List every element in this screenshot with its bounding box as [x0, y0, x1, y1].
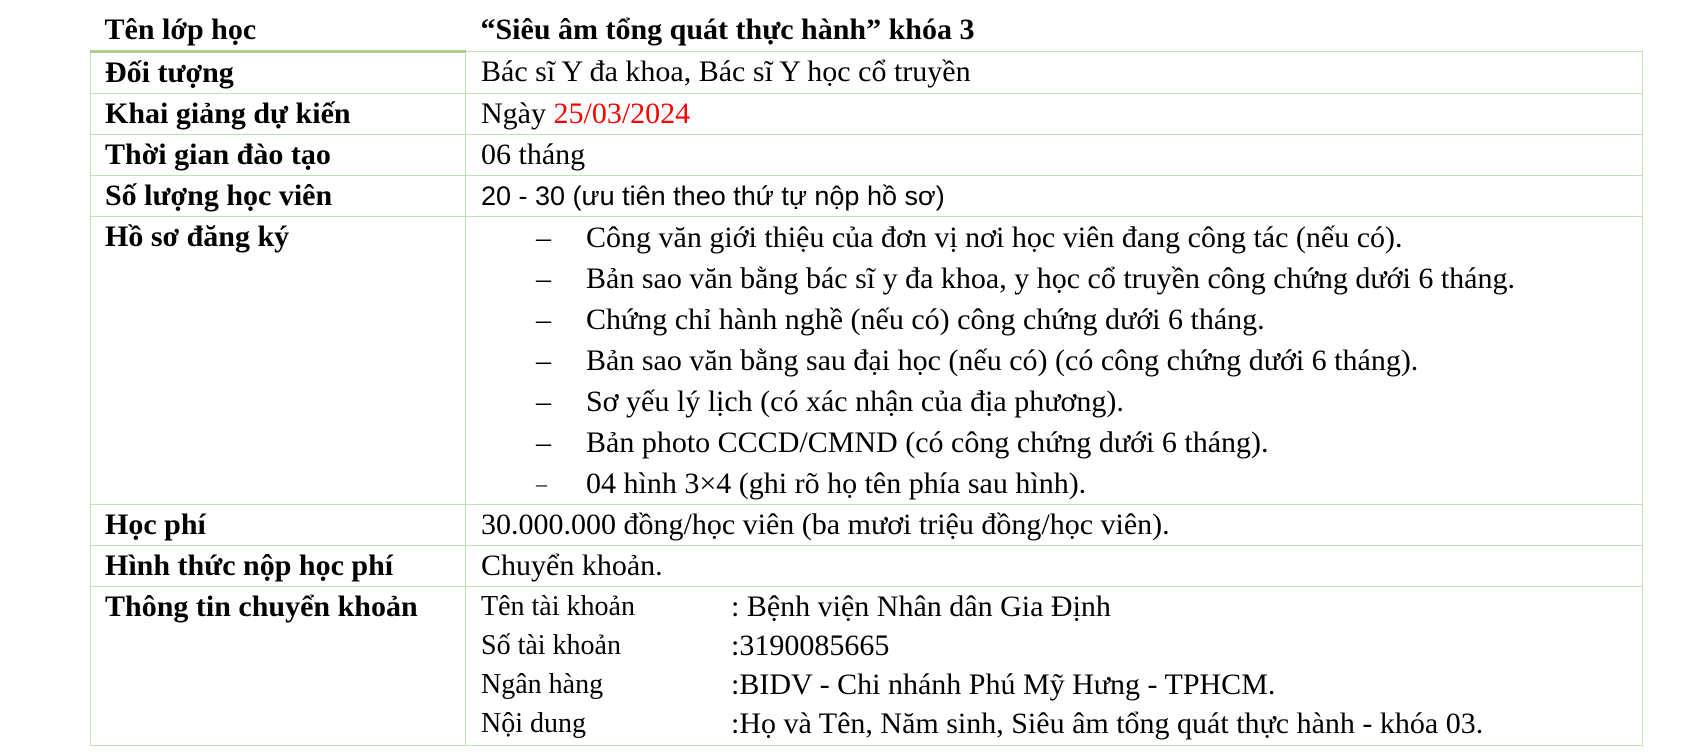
document-item: [536, 258, 1642, 299]
label-payment-method: Hình thức nộp học phí: [91, 546, 466, 587]
bullet-dash: –: [536, 221, 551, 254]
bullet-dash: –: [536, 471, 547, 496]
bank-value: : Bệnh viện Nhân dân Gia Định: [731, 590, 1111, 623]
bank-details: [481, 587, 1483, 743]
bullet-dash: –: [536, 262, 551, 295]
document-item: [536, 422, 1642, 463]
opening-date: 25/03/2024: [553, 97, 691, 130]
opening-prefix: Ngày: [481, 97, 554, 130]
course-info-table: [90, 10, 1643, 746]
bank-row: [481, 704, 1483, 743]
document-item: [536, 299, 1642, 340]
label-transfer-info: Thông tin chuyển khoản: [91, 587, 466, 746]
value-fee: 30.000.000 đồng/học viên (ba mươi triệu đồng/học viên).: [466, 505, 1643, 546]
bullet-dash: –: [536, 385, 551, 418]
bullet-dash: –: [536, 303, 551, 336]
bullet-dash: –: [536, 426, 551, 459]
row-target: [91, 52, 1643, 94]
capacity-text: 20 - 30 (ưu tiên theo thứ tự nộp hồ sơ): [481, 181, 945, 211]
value-opening: [466, 94, 1643, 135]
value-documents: [466, 217, 1643, 505]
bank-key: Tên tài khoản: [481, 591, 635, 622]
document-text: Bản sao văn bằng sau đại học (nếu có) (có công chứng dưới 6 tháng).: [586, 344, 1419, 377]
row-capacity: [91, 176, 1643, 217]
label-course-name: Tên lớp học: [91, 10, 466, 52]
bank-key: Số tài khoản: [481, 630, 621, 661]
row-opening: [91, 94, 1643, 135]
row-payment-method: [91, 546, 1643, 587]
bank-value: :BIDV - Chi nhánh Phú Mỹ Hưng - TPHCM.: [731, 668, 1276, 701]
value-payment-method: Chuyển khoản.: [466, 546, 1643, 587]
bullet-dash: –: [536, 344, 551, 377]
row-course-name: [91, 10, 1643, 52]
document-text: Công văn giới thiệu của đơn vị nơi học viên đang công tác (nếu có).: [586, 221, 1403, 254]
bank-row: [481, 587, 1483, 626]
label-duration: Thời gian đào tạo: [91, 135, 466, 176]
bank-row: [481, 665, 1483, 704]
bank-key: Nội dung: [481, 708, 586, 739]
row-transfer-info: [91, 587, 1643, 746]
document-text: Chứng chỉ hành nghề (nếu có) công chứng dưới 6 tháng.: [586, 303, 1265, 336]
value-target: Bác sĩ Y đa khoa, Bác sĩ Y học cổ truyền: [466, 52, 1643, 94]
bank-row: [481, 626, 1483, 665]
row-duration: [91, 135, 1643, 176]
document-item: [536, 463, 1642, 504]
row-fee: [91, 505, 1643, 546]
bank-value: :Họ và Tên, Năm sinh, Siêu âm tổng quát thực hành - khóa 03.: [731, 707, 1484, 740]
documents-list: [481, 217, 1642, 504]
document-text: Bản sao văn bằng bác sĩ y đa khoa, y học cổ truyền công chứng dưới 6 tháng.: [586, 262, 1515, 295]
bank-value: :3190085665: [731, 629, 890, 662]
label-capacity: Số lượng học viên: [91, 176, 466, 217]
document-item: [536, 340, 1642, 381]
document-text: Sơ yếu lý lịch (có xác nhận của địa phương).: [586, 385, 1124, 418]
bank-key: Ngân hàng: [481, 669, 604, 700]
document-item: [536, 381, 1642, 422]
document-text: 04 hình 3×4 (ghi rõ họ tên phía sau hình).: [586, 467, 1087, 500]
label-fee: Học phí: [91, 505, 466, 546]
label-documents: Hồ sơ đăng ký: [91, 217, 466, 505]
value-transfer-info: [466, 587, 1643, 746]
label-opening: Khai giảng dự kiến: [91, 94, 466, 135]
document-text: Bản photo CCCD/CMND (có công chứng dưới 6 tháng).: [586, 426, 1269, 459]
value-duration: 06 tháng: [466, 135, 1643, 176]
value-capacity: [466, 176, 1643, 217]
document-item: [536, 217, 1642, 258]
label-target: Đối tượng: [91, 52, 466, 94]
row-documents: [91, 217, 1643, 505]
value-course-name: “Siêu âm tổng quát thực hành” khóa 3: [466, 10, 1643, 52]
